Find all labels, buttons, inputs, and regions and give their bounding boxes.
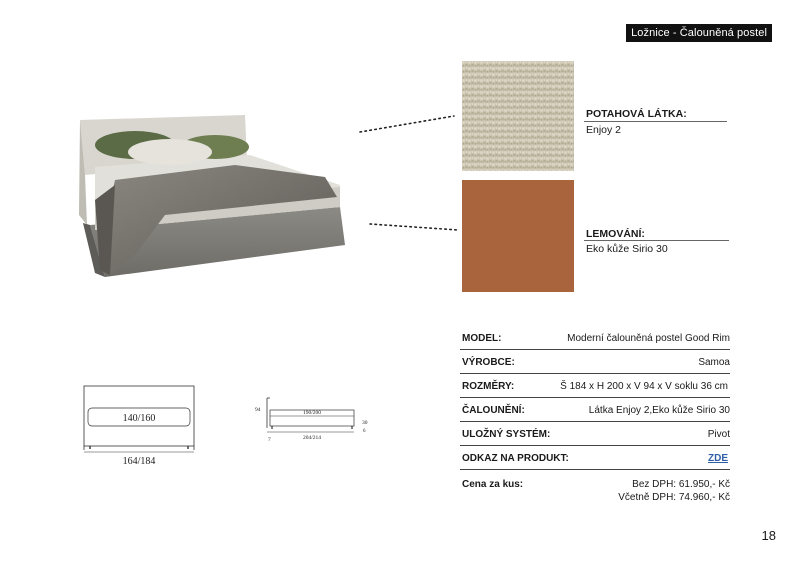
trim-label-rule bbox=[584, 240, 729, 241]
price-gross: Včetně DPH: 74.960,- Kč bbox=[618, 492, 730, 503]
front-inner-width: 140/160 bbox=[122, 413, 156, 424]
side-foot-height: 6 bbox=[363, 429, 366, 434]
side-base-height: 30 bbox=[362, 420, 368, 426]
spec-row-storage bbox=[460, 422, 730, 446]
trim-swatch-image bbox=[462, 180, 574, 292]
fabric-connector-line bbox=[358, 112, 458, 136]
spec-label: MODEL: bbox=[462, 333, 502, 344]
page-header-tag: Ložnice - Čalouněná postel bbox=[626, 24, 772, 42]
price-label: Cena za kus: bbox=[462, 479, 524, 490]
spec-row-model bbox=[460, 326, 730, 350]
spec-row-dimensions bbox=[460, 374, 730, 398]
fabric-label-rule bbox=[584, 121, 727, 122]
trim-label: LEMOVÁNÍ: bbox=[586, 228, 645, 240]
bed-product-image bbox=[75, 105, 355, 285]
side-length: 204/214 bbox=[302, 435, 322, 441]
spec-value: Samoa bbox=[698, 357, 730, 368]
spec-label: VÝROBCE: bbox=[462, 357, 515, 368]
spec-row-manufacturer bbox=[460, 350, 730, 374]
trim-connector-line bbox=[368, 218, 460, 234]
spec-label: ODKAZ NA PRODUKT: bbox=[462, 453, 569, 464]
page-number: 18 bbox=[761, 528, 776, 543]
fabric-label: POTAHOVÁ LÁTKA: bbox=[586, 108, 687, 120]
product-link[interactable]: ZDE bbox=[708, 453, 728, 464]
spec-value: Moderní čalouněná postel Good Rim bbox=[567, 333, 730, 344]
front-outer-width: 164/184 bbox=[122, 456, 156, 467]
spec-label: ULOŽNÝ SYSTÉM: bbox=[462, 429, 551, 440]
price-net: Bez DPH: 61.950,- Kč bbox=[632, 479, 730, 490]
spec-row-product-link bbox=[460, 446, 730, 470]
side-foot: 7 bbox=[268, 437, 271, 443]
front-view-drawing bbox=[80, 384, 198, 470]
side-mattress: 190/200 bbox=[302, 410, 322, 416]
fabric-value: Enjoy 2 bbox=[586, 124, 622, 136]
fabric-swatch-image bbox=[462, 61, 574, 171]
trim-value: Eko kůže Sirio 30 bbox=[586, 243, 668, 255]
side-height: 94 bbox=[255, 407, 261, 413]
spec-label: ROZMĚRY: bbox=[462, 381, 515, 392]
spec-value: Látka Enjoy 2,Eko kůže Sirio 30 bbox=[588, 405, 730, 416]
spec-row-upholstery bbox=[460, 398, 730, 422]
spec-value: Pivot bbox=[707, 429, 730, 440]
side-view-drawing bbox=[252, 392, 382, 446]
spec-value: Š 184 x H 200 x V 94 x V soklu 36 cm bbox=[560, 381, 728, 392]
spec-label: ČALOUNĚNÍ: bbox=[462, 405, 525, 416]
price-values bbox=[618, 478, 730, 504]
